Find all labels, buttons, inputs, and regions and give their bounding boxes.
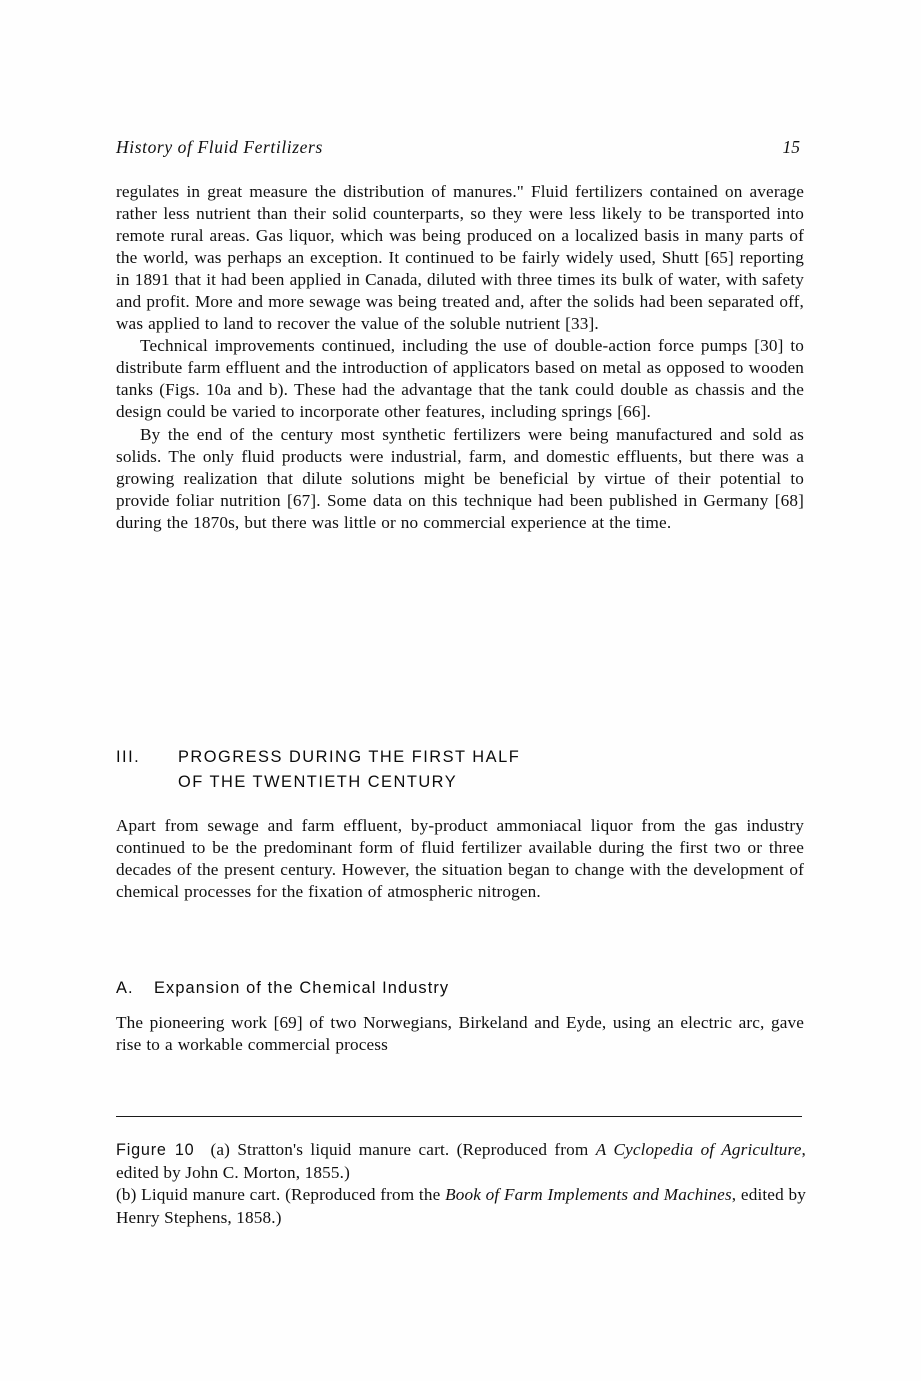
page-number: 15 (782, 137, 800, 157)
running-head-title: History of Fluid Fertilizers (116, 137, 323, 157)
figure-caption-part-a-tail: , edited by John C. Morton, 1855.) (116, 1140, 806, 1182)
subsection-body-block (116, 1012, 804, 1056)
body-text-block (116, 181, 804, 534)
figure-caption-part-b-text: (b) Liquid manure cart. (Reproduced from the (116, 1185, 446, 1205)
paragraph-manures: regulates in great measure the distribution of manures." Fluid fertilizers contained on average rather less nutrient than their solid counterparts, so they were less likely to be transported into remote rural areas. Gas liquor, which was being produced on a localized basis in many parts of the world, was perhaps an exception. It continued to be fairly widely used, Shutt [65] reporting in 1891 that it had been applied in Canada, diluted with three times its bulk of water, with safety and profit. More and more sewage was being treated and, after the solids had been separated off, was applied to land to recover the value of the soluble nutrient [33]. (116, 182, 804, 334)
section-number: III. (116, 748, 141, 766)
figure-caption-part-a-title: A Cyclopedia of Agriculture (595, 1140, 802, 1159)
figure-caption-label: Figure 10 (116, 1141, 195, 1159)
figure-caption-part-b-tail: , edited by Henry Stephens, 1858.) (116, 1185, 806, 1227)
footnote-separator-rule (116, 1116, 802, 1117)
paragraph-apart-from-sewage: Apart from sewage and farm effluent, by-product ammoniacal liquor from the gas industry continued to be the predominant form of fluid fertilizer available during the first two or three decades of the present century. However, the situation began to change with the development of chemical processes for the fixation of atmospheric nitrogen. (116, 816, 804, 902)
figure-caption-part-b-title: Book of Farm Implements and Machines (445, 1185, 732, 1205)
subsection-heading (116, 979, 449, 998)
section-heading-line-2 (116, 770, 520, 795)
section-title-line-1: PROGRESS DURING THE FIRST HALF (178, 748, 521, 766)
paragraph-technical-improvements: Technical improvements continued, including the use of double-action force pumps [30] to distribute farm effluent and the introduction of applicators based on metal as opposed to wooden tanks (Figs. 10a and b). These had the advantage that the tank could double as chassis and the design could be varied to incorporate other features, including springs [66]. (116, 336, 804, 422)
subsection-title: Expansion of the Chemical Industry (154, 979, 450, 997)
subsection-letter: A. (116, 979, 134, 997)
section-heading-spacer (116, 770, 178, 795)
running-head (116, 137, 802, 158)
section-heading (116, 745, 520, 795)
figure-caption-part-a-text: (a) Stratton's liquid manure cart. (Reproduced from (210, 1140, 596, 1159)
section-title-line-2: OF THE TWENTIETH CENTURY (178, 773, 458, 791)
section-body-block (116, 815, 804, 903)
paragraph-end-of-century: By the end of the century most synthetic fertilizers were being manufactured and sold as solids. The only fluid products were industrial, farm, and domestic effluents, but there was a growing realization that dilute solutions might be beneficial by virtue of their potential to provide foliar nutrition [67]. Some data on this technique had been published in Germany [68] during the 1870s, but there was little or no commercial experience at the time. (116, 424, 804, 532)
section-heading-line-1 (116, 745, 520, 770)
figure-caption (116, 1139, 806, 1229)
paragraph-pioneering-work: The pioneering work [69] of two Norwegians, Birkeland and Eyde, using an electric arc, gave rise to a workable commercial process (116, 1013, 804, 1055)
